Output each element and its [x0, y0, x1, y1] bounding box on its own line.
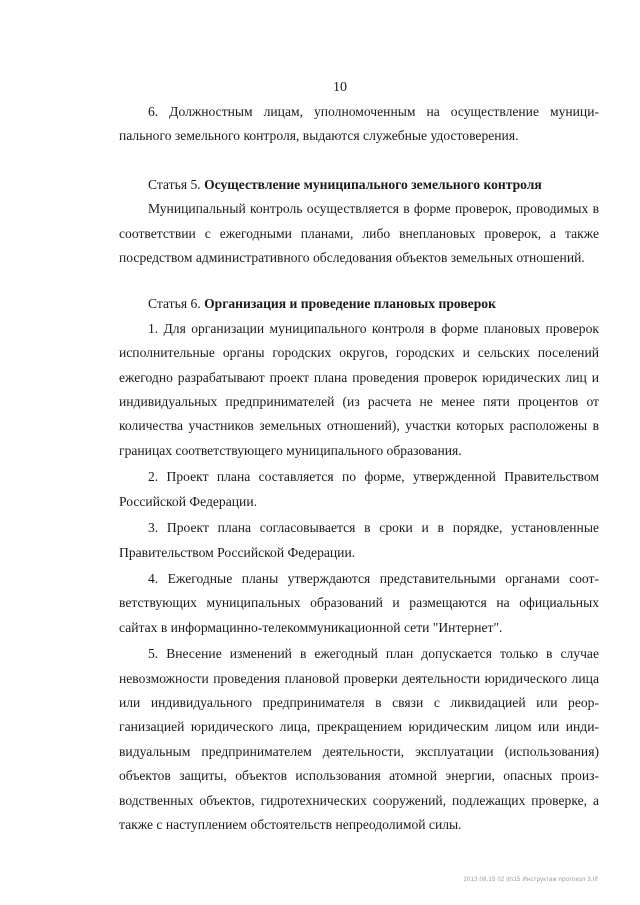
article-5-prefix: Статья 5.	[148, 176, 205, 192]
document-body	[119, 100, 599, 837]
article-6-paragraph-3: 3. Проект плана согласовывается в сроки и в порядке, установленные Правительством Российской Федерации.	[119, 520, 599, 560]
article-6-paragraph-1: 1. Для организации муниципального контроля в форме плановых проверок исполнительные органы городских округов, городских и сельских поселений ежегодно разрабатывают проект плана проведения проверок юридических лиц и индивидуальных предпринимателей (из расчета не менее пяти процентов от количества участников земельных отношений), участки которых расположены в границах соответствующего муниципального образования.	[119, 320, 599, 458]
article-6-paragraph-4: 4. Ежегодные планы утверждаются представительными органами соответствующих муниципальных образований и размещаются на официальных сайтах в информацинно-телекоммуникационной сети "Интернет".	[119, 570, 599, 635]
article-5-heading	[119, 173, 599, 197]
article-6-paragraph-5: 5. Внесение изменений в ежегодный план допускается только в случае невозможности проведения плановой проверки деятельности юридического лица или индивидуального предпринимателя в связи с ликвидацией или реорганизацией юридического лица, прекращением юридическим лицом или индивидуальным предпринимателем деятельности, эксплуатации (использования) объектов защиты, объектов использования атомной энергии, опасных производственных объектов, гидротехнических сооружений, подлежащих проверке, а также с наступлением обстоятельств непреодолимой силы.	[119, 646, 599, 832]
article-6-title: Организация и проведение плановых проверок	[204, 296, 496, 312]
article-5-paragraph: Муниципальный контроль осуществляется в форме проверок, проводимых в соответствии с ежегодными планами, либо внеплановых проверок, а также посредством административного обследования объектов земельных отношений.	[119, 201, 599, 266]
page-number: 10	[333, 80, 347, 95]
scan-file-footer: 2013.08.15 02 |tn15 Инструктаж протокол 3.tif	[463, 877, 598, 883]
spacer	[119, 270, 599, 292]
article-5-title: Осуществление муниципального земельного контроля	[204, 176, 542, 192]
article-6-heading	[119, 292, 599, 316]
paragraph-6-certificates: 6. Должностным лицам, уполномоченным на осуществление муниципального земельного контроля, выдаются служебные удостоверения.	[119, 104, 599, 144]
article-6-prefix: Статья 6.	[148, 296, 205, 312]
spacer	[119, 149, 599, 173]
article-6-paragraph-2: 2. Проект плана составляется по форме, утвержденной Правительством Российской Федерации.	[119, 469, 599, 509]
